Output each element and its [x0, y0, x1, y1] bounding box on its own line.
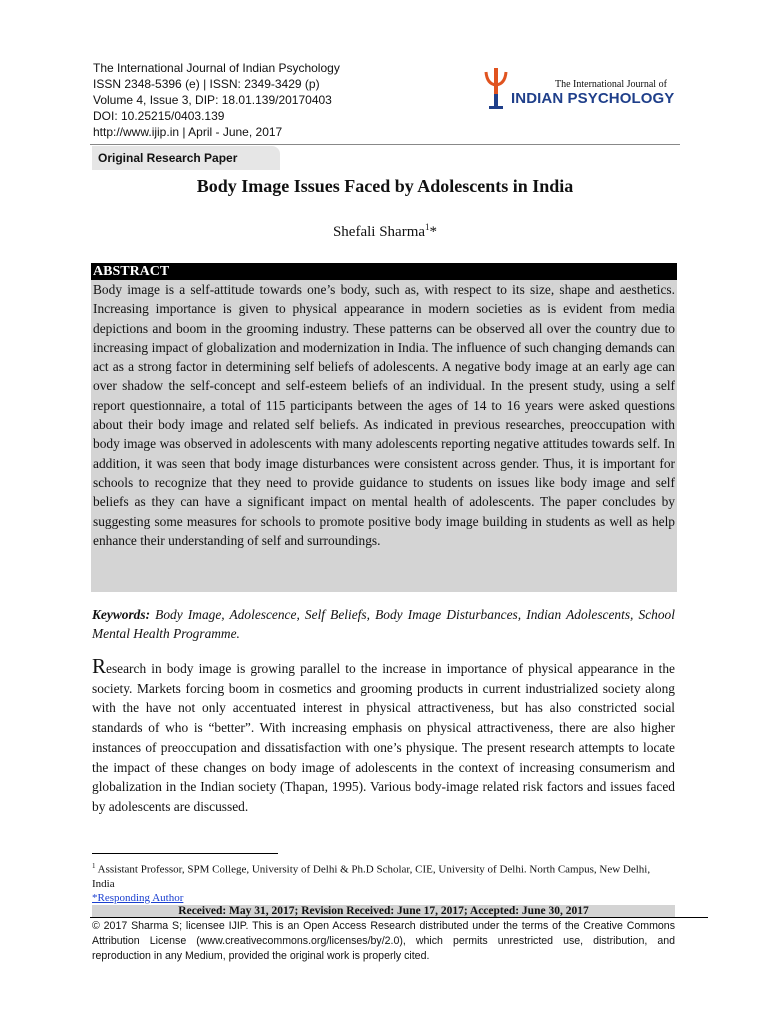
footnote-divider: [92, 853, 278, 854]
journal-logo: [483, 66, 683, 110]
logo-text-top: The International Journal of: [555, 79, 667, 90]
issn-line: ISSN 2348-5396 (e) | ISSN: 2349-3429 (p): [93, 77, 320, 91]
footnote: [92, 859, 675, 905]
author-affiliation-mark: 1: [425, 222, 430, 232]
affiliation-text: Assistant Professor, SPM College, University of Delhi & Ph.D Scholar, CIE, University of Delhi. North Campus, New Delhi, India: [92, 863, 651, 890]
volume-line: Volume 4, Issue 3, DIP: 18.01.139/20170403: [93, 93, 332, 107]
url-date-line: http://www.ijip.in | April - June, 2017: [93, 125, 283, 139]
keywords: [92, 605, 675, 643]
drop-cap: R: [92, 654, 107, 678]
author-line: [90, 222, 680, 241]
author-name: Shefali Sharma: [332, 224, 426, 240]
received-dates: Received: May 31, 2017; Revision Received: June 17, 2017; Accepted: June 30, 2017: [92, 905, 675, 918]
intro-text: esearch in body image is growing parallel to the increase in importance of physical appearance in the society. Markets forcing boom in cosmetics and grooming products in current industrialized society along with the have not only accentuated interest in physical attractiveness, but has also constricted social standards of who is “better”. With increasing emphasis on physical attractiveness, there are also higher instances of preoccupation and dissatisfaction with one’s physique. The present research attempts to locate the impact of these changes on body image of adolescents in the context of increasing consumerism and globalization in the Indian society (Thapan, 1995). Various body-image related risk factors and issues faced by adolescents are discussed.: [92, 661, 675, 814]
logo-text-main: INDIAN PSYCHOLOGY: [511, 90, 675, 107]
license-text: © 2017 Sharma S; licensee IJIP. This is an Open Access Research distributed under the terms of the Creative Commons Attribution License (www.creativecommons.org/licenses/by/2.0), which permits unrestricted use, distribution, and reproduction in any Medium, provided the original work is properly cited.: [92, 920, 675, 962]
abstract-body: Body image is a self-attitude towards one’s body, such as, with respect to its size, shape and aesthetics. Increasing importance is given to physical appearance in modern societies as is evident from media depictions and boom in the grooming industry. These patterns can be observed all over the country due to increasing impact of globalization and modernization in India. The influence of such changing demands can act as a strong factor in determining self beliefs of adolescents. A negative body image at an early age can over shadow the self-concept and self-esteem beliefs of an individual. In the present study, using a self report questionnaire, a total of 115 participants between the ages of 14 to 16 years were asked questions about their body image and related self beliefs. As indicated in previous researches, preoccupation with body image was observed in adolescents with many adolescents reporting negative attitudes towards self. In addition, it was seen that body image disturbances were consistent across gender. Thus, it is important for schools to recognize that they need to provide guidance to students on issues like body image and self beliefs as they can have a significant impact on mental health of adolescents. The paper concludes by suggesting some measures for schools to promote positive body image building in students as well as help enhance their understanding of self and surroundings.: [91, 280, 677, 592]
abstract-heading: ABSTRACT: [91, 263, 677, 280]
footnote-mark: 1: [92, 862, 96, 870]
responding-author-link[interactable]: *Responding Author: [92, 891, 184, 904]
license-divider: [90, 917, 708, 918]
intro-paragraph: [92, 654, 675, 817]
keywords-text: Body Image, Adolescence, Self Beliefs, Body Image Disturbances, Indian Adolescents, School Mental Health Programme.: [92, 607, 675, 641]
journal-name: The International Journal of Indian Psychology: [93, 61, 340, 75]
author-star: *: [429, 224, 438, 240]
paper-title: Body Image Issues Faced by Adolescents in India: [196, 176, 574, 196]
journal-metadata: [93, 60, 340, 140]
header-divider: [90, 144, 680, 145]
paper-type-tag: Original Research Paper: [92, 146, 280, 170]
doi-line: DOI: 10.25215/0403.139: [93, 109, 225, 123]
psi-logo-icon: [483, 66, 509, 110]
keywords-label: Keywords:: [92, 607, 151, 622]
affiliation-footnote: [92, 859, 675, 891]
